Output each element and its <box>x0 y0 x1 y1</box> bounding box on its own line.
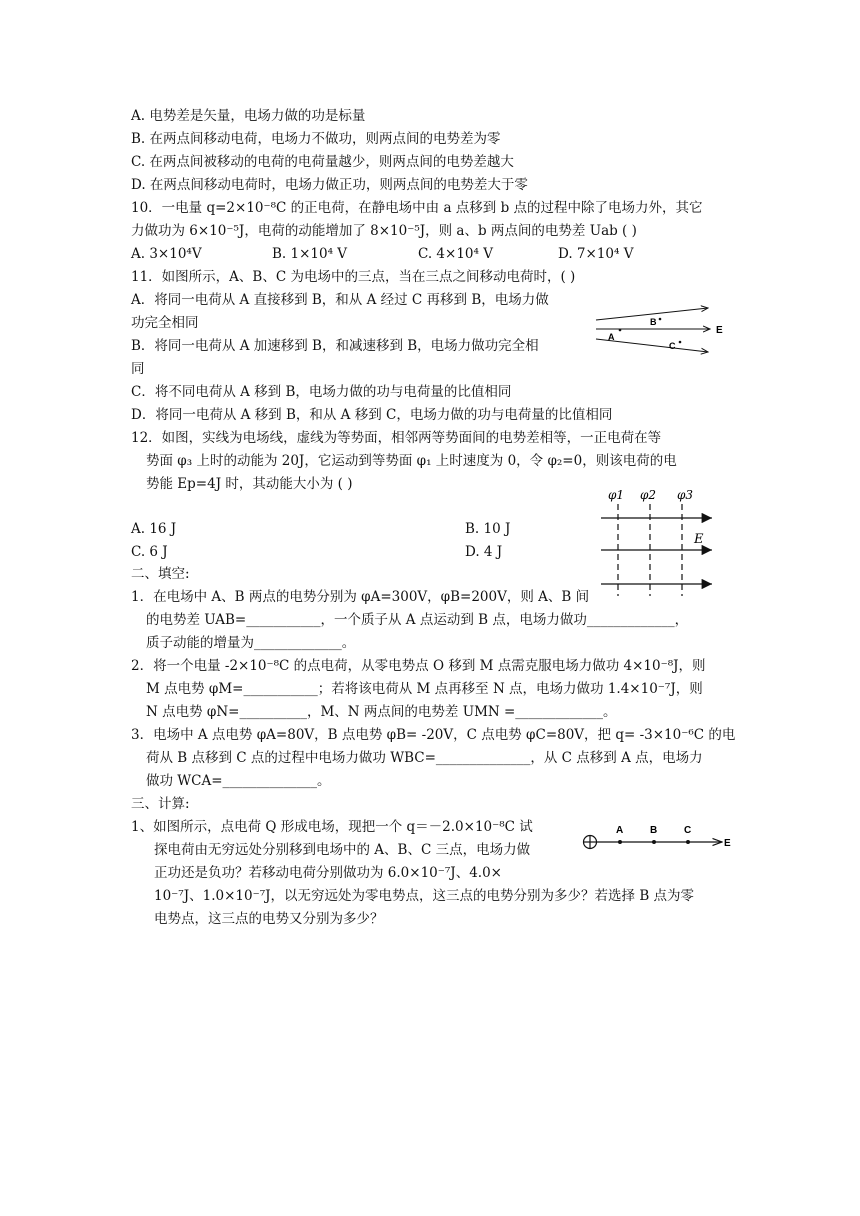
q12-stem-line2: 势面 φ₃ 上时的动能为 20J，它运动到等势面 φ₁ 上时速度为 0，令 φ₂=0，则该电荷的电 <box>146 453 677 469</box>
phi2-label: φ2 <box>640 488 657 502</box>
q10-option-b: B. 1×10⁴ V <box>272 246 348 262</box>
point-b-dot <box>652 840 656 844</box>
q10-stem-line1: 10．一电量 q=2×10⁻⁸C 的正电荷，在静电场中由 a 点移到 b 点的过程中除了电场力外，其它 <box>131 200 703 216</box>
q11-option-d: D．将同一电荷从 A 移到 B，和从 A 移到 C，电场力做的功与电荷量的比值相同 <box>131 407 613 423</box>
calc-section-heading: 三、计算: <box>131 796 190 812</box>
fill-q2-line3: N 点电势 φN=__________，M、N 两点间的电势差 UMN =_____________。 <box>146 704 617 720</box>
calc-q1-line2: 探电荷由无穷远处分别移到电场中的 A、B、C 三点，电场力做 <box>154 842 531 858</box>
point-c-label: C <box>684 825 692 836</box>
point-b-label: B <box>650 317 657 327</box>
q12-stem-line3: 势能 Ep=4J 时，其动能大小为 ( ) <box>146 476 353 492</box>
fill-q3-line3: 做功 WCA=______________。 <box>146 773 331 789</box>
calc-q1-line3: 正功还是负功？若移动电荷分别做功为 6.0×10⁻⁷J、4.0× <box>154 865 502 881</box>
q10-option-a: A. 3×10⁴V <box>131 246 202 262</box>
fill-q1-line2: 的电势差 UAB=___________，一个质子从 A 点运动到 B 点，电场力做功_____________， <box>146 612 689 628</box>
q9-option-a: A. 电势差是矢量，电场力做的功是标量 <box>131 108 366 124</box>
fill-q2-line2: M 点电势 φM=___________；若将该电荷从 M 点再移至 N 点，电场力做功 1.4×10⁻⁷J，则 <box>146 681 703 697</box>
q11-option-a-line2: 功完全相同 <box>131 315 199 331</box>
calc-q1-line1: 1、如图所示，点电荷 Q 形成电场，现把一个 q＝－2.0×10⁻⁸C 试 <box>131 819 533 835</box>
phi3-label: φ3 <box>677 488 694 502</box>
point-a-label: A <box>608 332 615 342</box>
q11-option-c: C．将不同电荷从 A 移到 B，电场力做的功与电荷量的比值相同 <box>131 384 512 400</box>
fill-section-heading: 二、填空: <box>131 566 190 582</box>
q10-option-c: C. 4×10⁴ V <box>418 246 493 262</box>
q11-field-diagram <box>592 298 742 368</box>
phi1-label: φ1 <box>608 488 625 502</box>
q11-stem: 11．如图所示，A、B、C 为电场中的三点，当在三点之间移动电荷时，( ) <box>131 269 576 285</box>
fill-q2-line1: 2．将一个电量 -2×10⁻⁸C 的点电荷，从零电势点 O 移到 M 点需克服电场力做功 4×10⁻⁸J，则 <box>131 658 706 674</box>
fill-q3-line2: 荷从 B 点移到 C 点的过程中电场力做功 WBC=______________，从 C 点移到 A 点，电场力 <box>146 750 703 766</box>
calc-point-charge-diagram <box>578 818 738 858</box>
point-a-label: A <box>616 825 624 836</box>
point-a-dot <box>618 840 622 844</box>
point-b-label: B <box>650 825 658 836</box>
q9-option-c: C. 在两点间被移动的电荷的电荷量越少，则两点间的电势差越大 <box>131 154 514 170</box>
q10-stem-line2: 力做功为 6×10⁻⁵J，电荷的动能增加了 8×10⁻⁵J，则 a、b 两点间的电势差 Uab ( ) <box>131 223 637 239</box>
calc-q1-line5: 电势点，这三点的电势又分别为多少？ <box>154 911 384 927</box>
fill-q3-line1: 3．电场中 A 点电势 φA=80V，B 点电势 φB= -20V，C 点电势 φC=80V，把 q= -3×10⁻⁶C 的电 <box>131 727 736 743</box>
q11-option-b-line2: 同 <box>131 361 145 377</box>
q9-option-b: B. 在两点间移动电荷，电场力不做功，则两点间的电势差为零 <box>131 131 501 147</box>
q12-option-b: B. 10 J <box>465 521 511 537</box>
point-c-dot <box>686 840 690 844</box>
fill-q1-line3: 质子动能的增量为_____________。 <box>146 635 356 651</box>
fill-q1-line1: 1．在电场中 A、B 两点的电势分别为 φA=300V，φB=200V，则 A、B 间 <box>131 589 590 605</box>
point-c-label: C <box>669 341 676 351</box>
q12-option-c: C. 6 J <box>131 544 168 560</box>
calc-q1-line4: 10⁻⁷J、1.0×10⁻⁷J，以无穷远处为零电势点，这三点的电势分别为多少？若选择 B 点为零 <box>154 888 695 904</box>
q12-stem-line1: 12．如图，实线为电场线，虚线为等势面，相邻两等势面间的电势差相等，一正电荷在等 <box>131 430 662 446</box>
point-c-dot <box>679 341 682 344</box>
point-a-dot <box>619 329 622 332</box>
q11-option-b-line1: B．将同一电荷从 A 加速移到 B，和减速移到 B，电场力做功完全相 <box>131 338 539 354</box>
q12-option-d: D. 4 J <box>465 544 503 560</box>
q9-option-d: D. 在两点间移动电荷时，电场力做正功，则两点间的电势差大于零 <box>131 177 528 193</box>
q12-equipotential-diagram <box>598 486 718 598</box>
q10-option-d: D. 7×10⁴ V <box>558 246 634 262</box>
q12-option-a: A. 16 J <box>131 521 177 537</box>
point-b-dot <box>659 318 662 321</box>
field-e-label: E <box>724 838 731 849</box>
q11-option-a-line1: A．将同一电荷从 A 直接移到 B，和从 A 经过 C 再移到 B，电场力做 <box>131 292 549 308</box>
field-e-label: E <box>716 325 723 336</box>
field-e-label: E <box>694 532 704 547</box>
